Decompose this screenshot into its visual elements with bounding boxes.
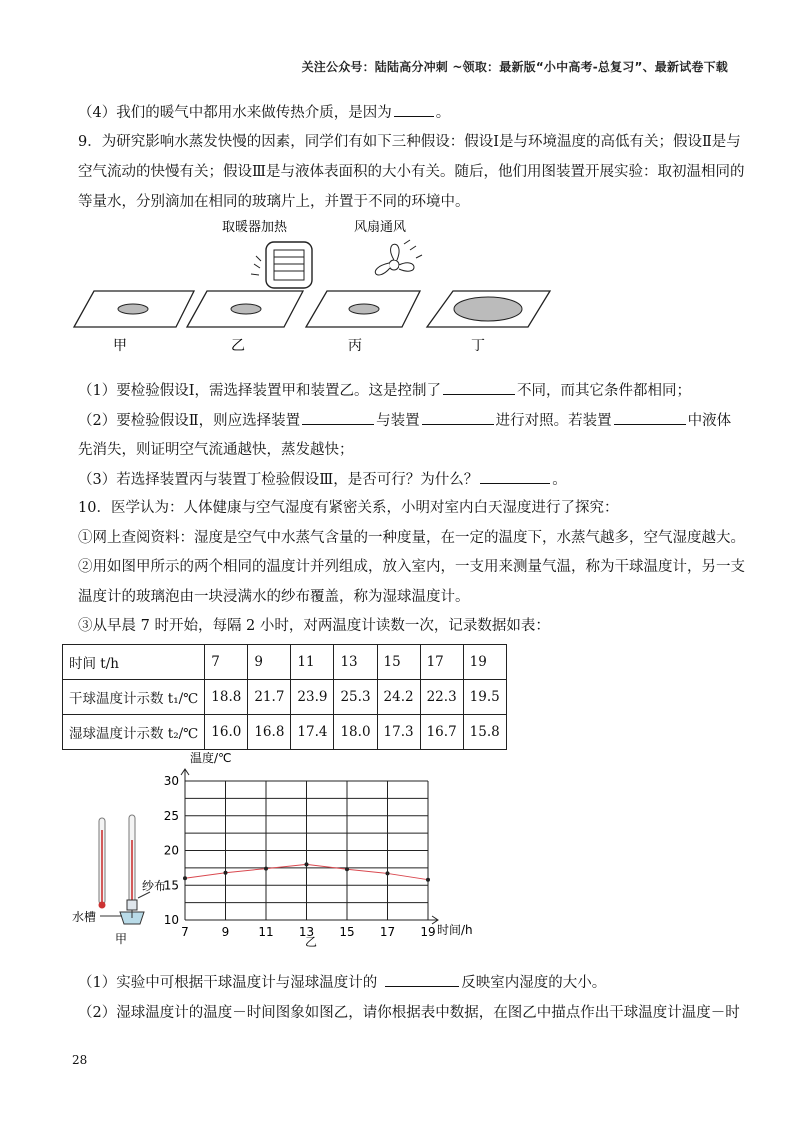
data-point [224,871,228,875]
table-header-row [63,645,507,680]
table-header-cell: 17 [420,645,463,680]
question-10-line1: 10．医学认为：人体健康与空气湿度有紧密关系，小明对室内白天湿度进行了探究： [78,500,619,516]
table-row [63,680,507,715]
x-tick-label: 11 [258,925,274,939]
question-9-2-text-d: 中液体 [687,413,732,429]
question-9-3-text: （3）若选择装置丙与装置丁检验假设Ⅲ，是否可行？为什么？ [78,472,479,488]
question-9-1-text: （1）要检验假设Ⅰ，需选择装置甲和装置乙。这是控制了 [78,383,441,399]
table-cell: 21.7 [248,680,291,715]
page-header: 关注公众号：陆陆高分冲刺 ~领取：最新版“小中高考-总复习”、最新试卷下载 [301,60,728,74]
table-header-cell: 9 [248,645,291,680]
question-9-2-text: （2）要检验假设Ⅱ，则应选择装置 [78,413,301,429]
temperature-chart [150,752,490,952]
x-tick-label: 13 [298,925,315,939]
question-9-2-text-b: 与装置 [376,413,420,429]
evaporation-setup-figure [70,212,570,357]
page-number: 28 [72,1053,88,1067]
chart-grid [181,769,438,924]
y-tick-label: 15 [163,878,179,893]
dry-thermometer [99,818,106,909]
table-cell: 18.8 [205,680,248,715]
temperature-table [62,644,507,750]
table-cell: 23.9 [291,680,334,715]
question-4 [78,102,450,123]
question-10-1-text: （1）实验中可根据干球温度计与湿球温度计的 [78,975,378,991]
y-tick-label: 25 [163,808,179,823]
table-cell: 16.8 [248,715,291,750]
table-header-cell: 15 [377,645,420,680]
question-10-2: （2）湿球温度计的温度－时间图象如图乙，请你根据表中数据，在图乙中描点作出干球温度计温度－时 [78,1005,740,1021]
y-tick-label: 10 [163,913,179,927]
table-header-cell: 11 [291,645,334,680]
table-header-cell: 时间 t/h [63,645,205,680]
question-9-2-text-c: 进行对照。若装置 [495,413,612,429]
question-10-line3: ②用如图甲所示的两个相同的温度计并列组成，放入室内，一支用来测量气温，称为干球温度计，另一支 [78,559,745,575]
answer-blank[interactable] [480,469,550,484]
data-point [426,878,430,882]
answer-blank[interactable] [394,102,434,117]
plate-yi [187,291,303,327]
x-tick-label: 19 [420,925,436,939]
table-cell: 17.3 [377,715,420,750]
table-cell: 25.3 [334,680,377,715]
plate-ding [427,291,550,327]
table-cell: 15.8 [463,715,506,750]
fan-label: 风扇通风 [354,220,407,235]
figure-caption-jia: 甲 [115,932,128,946]
data-point [264,867,268,871]
data-point [345,867,349,871]
x-tick-label: 17 [379,925,396,939]
heater-label: 取暖器加热 [222,220,288,235]
answer-blank[interactable] [385,972,459,987]
question-9-3 [78,469,567,490]
table-cell: 22.3 [420,680,463,715]
question-9-1-text-end: 不同，而其它条件都相同； [516,383,691,399]
fan-icon [375,240,422,275]
plate-label-bing: 丙 [348,338,362,354]
answer-blank[interactable] [443,380,515,395]
question-10-1-text-end: 反映室内湿度的大小。 [461,975,607,991]
question-9-2 [78,410,731,431]
y-tick-label: 30 [163,774,179,788]
question-4-text: （4）我们的暖气中都用水来做传热介质，是因为 [78,105,392,121]
question-4-end: 。 [435,105,451,121]
water-tank [120,910,144,924]
table-cell: 18.0 [334,715,377,750]
data-point [305,862,309,866]
question-9-line3: 等量水，分别滴加在相同的玻璃片上，并置于不同的环境中。 [78,194,470,210]
table-cell: 16.0 [205,715,248,750]
table-row [63,715,507,750]
question-9-1 [78,380,691,401]
question-9-line2: 空气流动的快慢有关；假设Ⅲ是与液体表面积的大小有关。随后，他们用图装置开展实验：取初温相同的 [78,164,745,180]
figure-caption-yi: 乙 [305,935,318,949]
chart-y-axis-label: 温度/℃ [190,752,232,765]
x-tick-label: 7 [181,925,189,939]
data-point [386,871,390,875]
plate-label-yi: 乙 [231,338,245,354]
table-cell: 24.2 [377,680,420,715]
x-tick-label: 15 [339,925,355,939]
question-10-line5: ③从早晨 7 时开始，每隔 2 小时，对两温度计读数一次，记录数据如表： [78,618,550,634]
answer-blank[interactable] [614,410,686,425]
answer-blank[interactable] [302,410,374,425]
question-9-2-cont: 先消失，则证明空气流通越快，蒸发越快； [78,442,354,458]
plate-label-ding: 丁 [471,338,485,354]
question-10-line4: 温度计的玻璃泡由一块浸满水的纱布覆盖，称为湿球温度计。 [78,589,470,605]
table-header-cell: 7 [205,645,248,680]
question-10-line2: ①网上查阅资料：湿度是空气中水蒸气含量的一种度量，在一定的温度下，水蒸气越多，空气湿度越大。 [78,530,745,546]
table-cell: 湿球温度计示数 t₂/℃ [63,715,205,750]
question-9-3-end: 。 [552,472,567,488]
question-10-1 [78,972,606,993]
table-cell: 干球温度计示数 t₁/℃ [63,680,205,715]
table-cell: 19.5 [463,680,506,715]
y-axis-arrow [181,769,189,781]
table-cell: 16.7 [420,715,463,750]
x-tick-label: 9 [221,925,230,939]
answer-blank[interactable] [422,410,494,425]
plate-bing [306,291,420,327]
table-header-cell: 13 [334,645,377,680]
chart-x-axis-label: 时间/h [437,923,473,937]
table-cell: 17.4 [291,715,334,750]
y-tick-label: 20 [163,843,179,858]
tank-label: 水槽 [72,910,97,924]
wet-thermometer [127,815,137,910]
plate-label-jia: 甲 [113,338,127,354]
plate-jia [74,291,194,327]
question-9-line1: 9．为研究影响水蒸发快慢的因素，同学们有如下三种假设：假设Ⅰ是与环境温度的高低有关；假设Ⅱ是与 [78,134,741,150]
data-point [183,876,187,880]
heater-icon [251,242,312,288]
gauze-label: 纱布 [142,879,167,893]
table-header-cell: 19 [463,645,506,680]
